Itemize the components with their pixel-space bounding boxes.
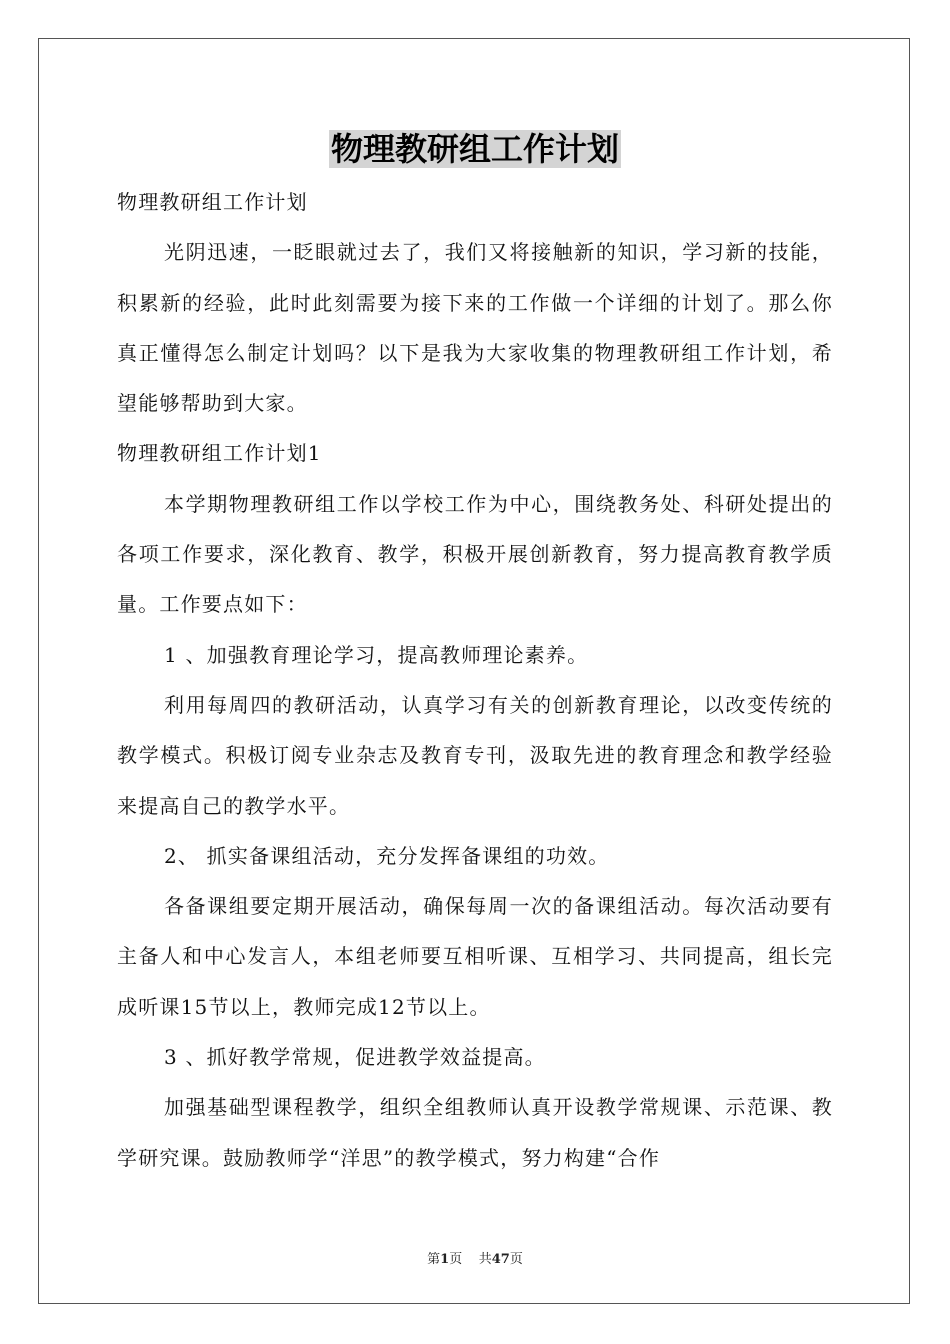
footer-total-prefix: 共 xyxy=(478,1252,492,1267)
document-paragraph: 物理教研组工作计划1 xyxy=(117,441,322,466)
document-paragraph: 光阴迅速，一眨眼就过去了，我们又将接触新的知识，学习新的技能，积累新的经验，此时此刻需要为接下来的工作做一个详细的计划了。那么你真正懂得怎么制定计划吗？以下是我为大家收集的物理教研组工作计划，希望能够帮助到大家。 xyxy=(117,240,833,416)
document-title xyxy=(0,126,950,172)
document-paragraph: 2、 抓实备课组活动，充分发挥备课组的功效。 xyxy=(164,843,610,868)
document-paragraph: 3 、抓好教学常规，促进教学效益提高。 xyxy=(164,1045,546,1070)
document-paragraph: 加强基础型课程教学，组织全组教师认真开设教学常规课、示范课、教学研究课。鼓励教师学“洋思”的教学模式，努力构建“合作 xyxy=(117,1095,833,1170)
footer-total-pages: 47 xyxy=(491,1252,510,1267)
footer-total-suffix: 页 xyxy=(509,1252,523,1267)
document-paragraph: 各备课组要定期开展活动，确保每周一次的备课组活动。每次活动要有主备人和中心发言人，本组老师要互相听课、互相学习、共同提高，组长完成听课15节以上，教师完成12节以上。 xyxy=(117,894,833,1019)
document-paragraph: 物理教研组工作计划 xyxy=(117,190,308,214)
document-paragraph: 利用每周四的教研活动，认真学习有关的创新教育理论，以改变传统的教学模式。积极订阅专业杂志及教育专刊，汲取先进的教育理念和教学经验来提高自己的教学水平。 xyxy=(117,692,833,818)
footer-page-prefix: 第 xyxy=(427,1252,441,1267)
footer-page-suffix: 页 xyxy=(449,1252,463,1267)
footer-page-number: 1 xyxy=(440,1252,450,1267)
document-paragraph: 本学期物理教研组工作以学校工作为中心，围绕教务处、科研处提出的各项工作要求，深化教育、教学，积极开展创新教育，努力提高教育教学质量。工作要点如下： xyxy=(117,491,833,617)
document-title-text: 物理教研组工作计划 xyxy=(330,130,619,168)
page-footer xyxy=(0,1248,950,1267)
document-body xyxy=(117,177,833,1183)
document-paragraph: 1 、加强教育理论学习，提高教师理论素养。 xyxy=(164,642,589,667)
